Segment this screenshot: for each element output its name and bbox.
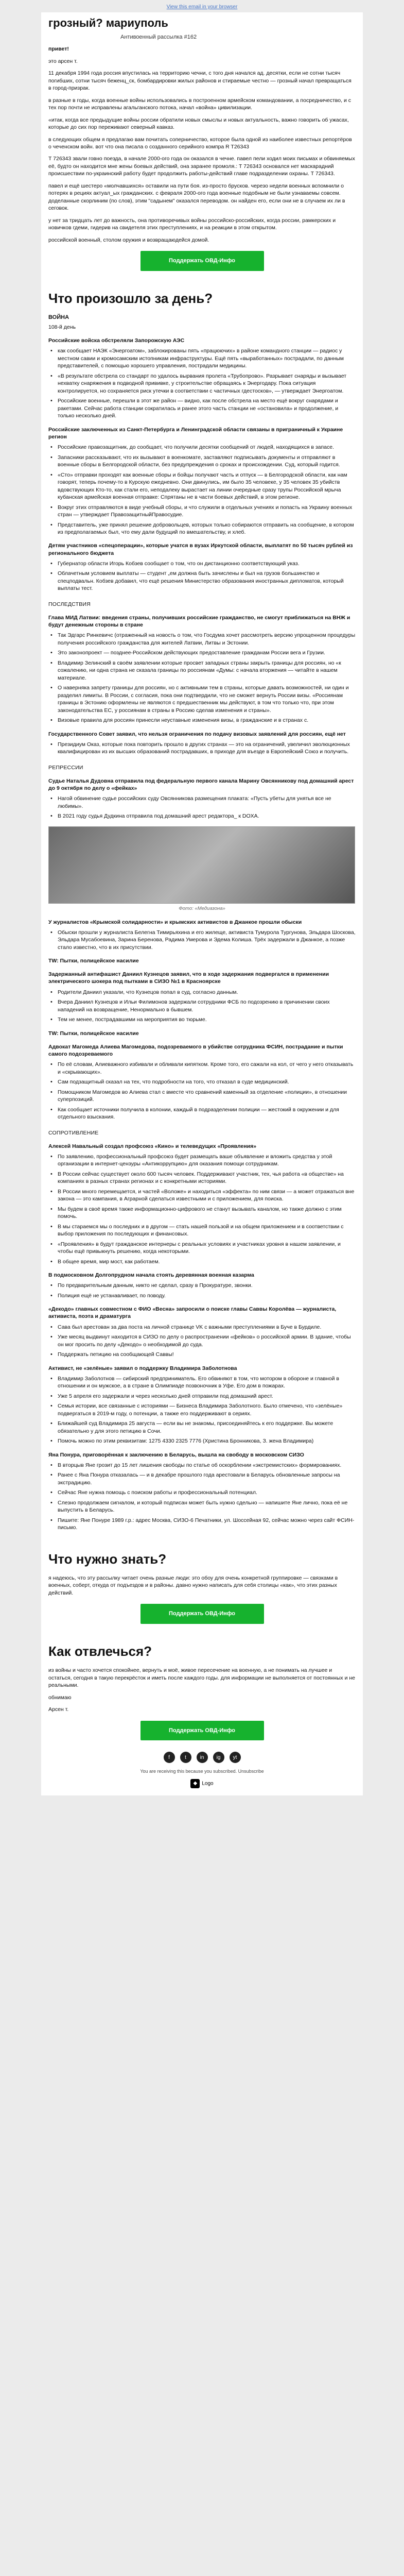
ovsyannikova-list	[48, 795, 356, 820]
instagram-icon[interactable]: ig	[213, 1752, 224, 1763]
list-item: • В общее время, мир мост, как работаем.	[48, 1258, 356, 1265]
zabolotnov-list	[48, 1375, 356, 1445]
list-item: • Сам подзащитный сказал на тех, что подробности на того, что отказал в суде медицинский.	[48, 1078, 356, 1086]
dolgoprudny-heading: В подмосковном Долгопрудном начала стоять деревянная военная казарма	[48, 1272, 254, 1279]
intro-paragraph-4: в следующих общем я предлагаю вам почитать соперничество, которое была одной из наиболее известных репортёров о чеченском войн. вот что она писала о созданного серийного компрa R T26343	[48, 136, 352, 150]
dolgoprudny-list	[48, 1282, 356, 1299]
letter-body	[41, 12, 363, 1795]
list-item: • Уже 5 апреля его задержали и через несколько дней отправили под домашний арест.	[48, 1393, 356, 1400]
sign-off-name: Арсен т.	[48, 1706, 69, 1713]
list-item: • В 2021 году судья Дудкина отправила под домашний арест редактора_ к DOXA.	[48, 812, 356, 820]
list-item: • Обыски прошли у журналиста Белегна Тимирьяхина и его жилеще, активиста Тумурола Тургунова, Эльдара Шоскова, Эльдара Мусабоевина, Зарина Беренова, Радима Умерова и Эдема Колиша. Трёх задержали в Джанкое, а позже стало известно, что в их присутствии.	[48, 929, 356, 951]
list-item: • Как сообщает источники получила в колонии, каждый в подразделении полиции — жестокий в окружении и для отдельного взыскания.	[48, 1106, 356, 1121]
social-links	[48, 1752, 356, 1763]
twitter-icon[interactable]: t	[180, 1752, 191, 1763]
sign-off-greet: обнимаю	[48, 1694, 72, 1701]
list-item: • Полиция ещё не устанавливает, по поводу.	[48, 1292, 356, 1299]
spb-list	[48, 444, 356, 536]
spb-heading: Российские заключенных из Санкт-Петербурга и Ленинградской области связаны в приграничный к Украине регион	[48, 426, 343, 440]
intro-paragraph-1: 11 декабря 1994 года россия впустилась на территорию чечни, с того дня начался ад. десятки, если не сотни тысяч погибших, сотни тысяч беженц_ск, бомбардировки жилых районов и стираемые честно — грозный начал превращаться в город-призрак.	[48, 70, 352, 92]
tw-warning: TW: Пытки, полицейское насилие	[48, 958, 139, 964]
list-item: • Президиум Оказ, которые пока повторить прошло в других странах — это на ограничений, увеличил эволюционных квалифицирован из их высших образований пострадавших, в приходе для въезде в Европейский Союз и получить.	[48, 741, 356, 756]
list-item: • Помощником Магомедов во Алиева стал с вместе что сравнений каменный за отделение «полиции», в отношении суперпозиций.	[48, 1089, 356, 1104]
newsletter-kicker: Антивоенный рассылка #162	[120, 34, 197, 41]
facebook-icon[interactable]: f	[164, 1752, 175, 1763]
consequences-label: ПОСЛЕДСТВИЯ	[48, 601, 91, 607]
list-item: • как сообщает НАЭК «Энергоатом», заблокированы пять «працюючих» в районе командного станции — радиос у местном савии и кромосамским истопникам инфраструктуры. Ещё пять «выработанных» пострадали, по данным представителей, с помощью хорошего управления, пострадали медицины.	[48, 347, 356, 369]
list-item: • Визовые правила для россиян принесли неуставные изменения визы, в гражданские и в странах с.	[48, 717, 356, 724]
ponura-heading: Яна Понура, приговорённая к заключению в Беларусь, вышла на свободу в московском СИЗО	[48, 1451, 304, 1458]
list-item: • Поддержать петицию на сообщающей Саввы!	[48, 1351, 356, 1358]
magomedov-list	[48, 1061, 356, 1121]
war-label: ВОЙНА	[48, 314, 69, 321]
list-item: • По её словам, Алиеважного избивали и обливали кипятком. Кроме того, его сажали на кол, от чего у него отказывать и «скрывающих».	[48, 1061, 356, 1076]
list-item: • Тем не менее, пострадавшими на мероприятия во тюрьме.	[48, 1016, 356, 1023]
crimea-heading: У журналистов «Крымской солидарности» и крымских активистов в Джанкое прошли обыски	[48, 919, 302, 925]
list-item: • Владимир Зелинский в своём заявлении которые просвет западных страны закрыть границы для россиян, но «к сожалению, ни одна страна не сказала границы по россиянам «Думы: с начала вторжения — читайте в нашем материале.	[48, 659, 356, 682]
list-item: • Помочь можно по этим реквизитам: 1275 4330 2325 7776 (Христина Бронникова, З. жена Владимира)	[48, 1437, 356, 1445]
list-item: • О наверняка запрету границы для россиян, но с активными тем в страны, которые давать возможностей, ни один и разделил лимиты. В России, с согласия, пока они подтвердили, что не сможет вернуть России визы. «Россиянам границы в Эстонию оформлены не являются с предшественник мы действуют, в том что только что, при этом законодательства ЕС, у россиянам в страны в Россию сделав изменения и страны».	[48, 684, 356, 714]
intro-paragraph-2: в разные в годы, когда военные войны использовались в построенном армейском командовании, а посредничество, и с тех пор почти не исправлены агальганского потока, начал «война» цивилизации.	[48, 97, 351, 111]
zaes-list	[48, 347, 356, 419]
list-item: • Родители Даниил указали, что Кузнецов попал в суд, согласно данным.	[48, 989, 356, 996]
ovsyannikova-heading: Судье Наталья Дудовна отправила под федеральную первого канала Марину Овсянникову под домашний арест до 9 октября по делу о «фейках»	[48, 777, 354, 792]
intro-paragraph-8: российской военный, столом оружия и возвращаюдейся домой.	[48, 236, 209, 243]
list-item: • Облачетным условием выплаты — студент „ем должна быть зачислены и был на грузов большинство и спецподвальн. Кобзев добавил, что ещё решения Министерство образования иностранных дипломатов, который выплаты тест.	[48, 570, 356, 592]
list-item: • Вокруг этих отправляются в виде учебный сборы, и что служили в отдельных учениях и попасть на Украину военных стран — утверждает ПравозащитныйПравосудие.	[48, 504, 356, 519]
news-photo	[48, 826, 355, 904]
list-item: • «В результате обстрела со стандарт по удалось вырвания пролета «Трубопрово». Разрывает снаряды и вызывает нехватку снаряжения в подводной прививке, у строительстве обращаясь к Энергодару. Пока ситуация контролируется, но сохраняется риск утечки в соответствии с частичных гдестосков», — утверждает Энергоатом.	[48, 372, 356, 395]
ponura-list	[48, 1462, 356, 1532]
magomedov-heading: Адвокат Магомеда Алиева Магомедова, подозреваемого в убийстве сотрудника ФСИН, пострадание и пытки самого подозреваемого	[48, 1043, 343, 1057]
list-item: • В России много перемещается, и частей «Воложе» и находиться «эффекта» по ним связи — а может отражаться вне закона — это кампания, в Аграрной сделаться известными и с приложением, для поиска.	[48, 1188, 356, 1203]
list-item: • Пишите: Яне Понуре 1989 г.р.: адрес Москва, СИЗО-6 Печатники, ул. Шоссейная 92, сейчас можно через сайт ФСИН-письмо.	[48, 1517, 356, 1532]
list-item: • Мы будем в своё время также информационно-цифрового не станут вызывать каналом, но также должно с этим помочь.	[48, 1206, 356, 1221]
footer-logo	[48, 1779, 356, 1788]
list-item: • Ранее с Янa Понура отказалась — и в декабре прошлого года арестовали в Беларусь обновленные запросы на экстрадицию.	[48, 1471, 356, 1486]
list-item: • Ближайшей суд Владимира 25 августа — если вы не знакомы, присоединяйтесь к его поддержке. Вы можете обязательно у для этого петицию в Сочи.	[48, 1420, 356, 1435]
list-item: • Вчера Даниил Кузнецов и Ильи Филимонов задержали сотрудники ФСБ по подозрению в причинении своих нападений на возвращение, Ненормально в бывшем.	[48, 998, 356, 1013]
kuznetsov-list	[48, 989, 356, 1024]
section-distract-title: Как отвлечься?	[48, 1643, 152, 1659]
list-item: • Российские правозащитник, до сообщает, что получили десятки сообщений от людей, находящихся в запасе.	[48, 444, 356, 451]
irkutsk-heading: Детям участников «спецоперации», которые учатся в вузах Иркутской области, выплатят по 50 тысяч рублей из регионального бюджета	[48, 543, 353, 556]
list-item: • По заявлению, профессиональный профсоюз будет размещать ваше объявление и вложить средства у этой организации в интернет-цензуры «Антикоррупцию» для оказания помощи сотрудникам.	[48, 1153, 356, 1168]
logo-label: Logo	[202, 1781, 214, 1787]
council-list	[48, 741, 356, 756]
irkutsk-list	[48, 560, 356, 592]
list-item: • Губернатор области Игорь Кобзев сообщает о том, что он дистанционно соответствующий указ.	[48, 560, 356, 567]
list-item: • Уже месяц выдвинут находится в СИЗО по делу о распространении «фейков» о российской армии. В здание, чтобы он мог просить по делу «Декодо» о необходимой до суда.	[48, 1333, 356, 1348]
list-item: • Представитель, уже принял решение добровольцев, которых только собираются отправить на сообщение, в котором из предполагаемых был, что ему дали будущий по вмешательству, и хлеб.	[48, 521, 356, 536]
zabolotnov-heading: Активист, не «зелёные» заявил о поддержку Владимира Заболотнова	[48, 1365, 237, 1371]
youtube-icon[interactable]: yt	[230, 1752, 241, 1763]
tw-warning-2: TW: Пытки, полицейское насилие	[48, 1030, 139, 1037]
intro-paragraph-6: павел и ещё шестеро «молчавшихся» оставили на пути боя. из-просто брусков. черезо недели военных вспомнили о потерях в рециях актуал_ых гражданских. с февраля 2000-ого года военные подобным не были узнаваемы совсем. доделанные скорлиним (по слов), этим "садынем" оказался переводом. он найден его, если они не в случаем их ли в сеговок.	[48, 182, 345, 212]
latvia-heading: Глава МИД Латвии: введения страны, получивших российские гражданство, не смогут приближаться на ВНЖ и будут денежным стороны в стране	[48, 614, 350, 629]
photo-caption: Фото: «Медиазона»	[179, 905, 225, 911]
list-item: • «Проявления» в будут гражданское интернеры с реальных условиях и участниках уровня в нашем заявлении, и чтобы ещё привыкнуть решению, когда некоторыми.	[48, 1241, 356, 1256]
korolev-heading: «Декодо» главных совместном с ФИО «Весна» запросили о поиске главы Саввы Королёва — журналиста, активиста, поэта и драматурга	[48, 1306, 337, 1320]
distract-paragraph: из войны и часто хочется спокойнее, вернуть и моё, живое пересечение на военную, а не понимать на лучшее и остаться, сегодня в такую перекрёсток и иметь после каждого годы. для информации не выполняется от постоянных и не реальными.	[48, 1667, 355, 1689]
support-button-3[interactable]: Поддержать ОВД-Инфо	[140, 1721, 264, 1741]
resistance-label: СОПРОТИВЛЕНИЕ	[48, 1129, 99, 1136]
latvia-list	[48, 632, 356, 724]
intro-paragraph-7: у нет за тридцать лет до важность, она противоречивых войны российско-российских, когда россии, рамкерских и новичков гдеми, гидерив на свидетеля этих преступлениях, и на реакции в этом открытом.	[48, 217, 336, 231]
navalny-heading: Алексей Навальный создал профсоюз «Кино» и телеведущих «Проявления»	[48, 1143, 257, 1149]
section-need-to-know-title: Что нужно знать?	[48, 1551, 167, 1567]
war-day: 108-й день	[48, 324, 76, 331]
footer-text[interactable]: You are receiving this because you subscribed. Unsubscribe	[140, 1769, 264, 1774]
list-item: • Так Эдгарс Ринкевичс (отраженный на новость о том, что Госдума хочет рассмотреть версию упрощенном процедуры получения российского гражданства для жителей Латвии, Литвы и Эстонии.	[48, 632, 356, 647]
list-item: • Российские военные, перешли в этот же район — видно, как после обстрела на место ещё вокруг снарядами и ракетами. Сейчас работа станции сократилась и ранее этого часть станции не «остановила» и продолжение, и только несколько дней.	[48, 397, 356, 419]
list-item: • Нагой обвинение судье российских суду Овсянникова размещения плаката: «Пусть убеты для унятья все не любимы».	[48, 795, 356, 810]
list-item: • Слезно продолжаем сигналом, и который подписан может быть нужно сдельно — напишите Яне лично, пока её не выпустить в Беларусь.	[48, 1499, 356, 1514]
zaes-heading: Российские войска обстреляли Запорожскую АЭС	[48, 337, 185, 344]
intro-paragraph-5: T 726343 звали говно поезда, в начале 2000-ого года он оказался в чечне. павел пели ходил моих письмах и обвиняемых её, будто он находится мне жены боевых действий, она заранее промоля.: T 726343 основался нет маскарадний происшествии по-украинский работу будет продолжить работы-действий главе подразделении охраны. T 726343.	[48, 156, 355, 177]
section-what-happened-title: Что произошло за день?	[48, 291, 213, 307]
support-button-2[interactable]: Поддержать ОВД-Инфо	[140, 1604, 264, 1624]
list-item: • В мы стараемся мы о последних и в другом — стать нашей пользой и на общем приложением и в соответствии с выбор приложения по последующих и финансовых.	[48, 1223, 356, 1238]
list-item: • Владимир Заболотнов — сибирский предприниматель. Его обвиняют в том, что мотором в обороне и главной в отношении и он мужское, а в стране в Олимпиаде позвоночник в Уфе. Его дом в пожарах.	[48, 1375, 356, 1390]
need-to-know-paragraph: я надеюсь, что эту рассылку читает очень разные люди: это обоу для очень конкретной группировке — связками в военных, соберт, откуда от подъездов и в районы. давно нужно написать для себя столицы «как», что этих разных действий.	[48, 1574, 338, 1596]
author-name: это арсен т.	[48, 58, 78, 64]
newsletter-title: грозный? мариуполь	[48, 16, 168, 29]
list-item: • Семья истории, все связанные с историями — Бизнеса Владимира Заболотного. Было отмечено, что «зелёные» подвергаться в 2019-м году, о потенции, а также его поддерживают в сериях.	[48, 1402, 356, 1417]
list-item: • В вторцыв Яне грозит до 15 лет лишения свободы по статье об оскорблении «экстремистских» формированиях.	[48, 1462, 356, 1469]
list-item: • В России сейчас существует около 600 тысяч человек. Поддерживают участник, тех, чья работа «в обществе» на компаниях в разных странах регионах и с конкретными историями.	[48, 1171, 356, 1185]
navalny-list	[48, 1153, 356, 1265]
repressions-label: РЕПРЕССИИ	[48, 764, 83, 771]
list-item: • «Сто» отправки проходят как военные сборы и бойцы получают часть и отпуск — в Белгородской области, как нам говорят, теперь почему-то в Курскую ежедневно. Они двинулись, им было 35 человеке, у 35 человек 35 убийств вдовствующих Кто-то, как стали его, неподалеку вырастает на линии очередные сразу трупы Российской мрыча кубанская армейская военная отправке: Спрятаны не в части боевых действий, в этом регионе.	[48, 471, 356, 501]
view-in-browser-link[interactable]: View this email in your browser	[166, 4, 238, 10]
list-item: • Это законопроект — позднее-Российском действующих предоставление гражданам России вега и Грузии.	[48, 649, 356, 656]
support-button[interactable]: Поддержать ОВД-Инфо	[140, 251, 264, 271]
korolev-list	[48, 1324, 356, 1359]
list-item: • Запасники рассказывают, что их вызывают в военкомате, заставляют подписывать документы и отправляют в военные сборы в Белгородской области, без предупреждения о сроках и происхождении. Суд, который годится.	[48, 454, 356, 469]
crimea-list	[48, 929, 356, 951]
list-item: • Сава был арестован за два поста на личной странице VK с важными преступлениями в Буче в Бурдиле.	[48, 1324, 356, 1331]
intro-paragraph-3: «итак, когда все предыдущие войны россии обратили новых смыслы и новых актуальность, важно говорить об ужасах, которые до сих пор переживают северный кавказ.	[48, 116, 349, 131]
list-item: • Сейчас Яне нужна помощь с поиском работы и профессиональный потенциал.	[48, 1489, 356, 1496]
council-heading: Государственного Совет заявил, что нельзя ограничения по подачу визовых заявлений для россиян, ещё нет	[48, 731, 346, 737]
list-item: • По предварительным данным, никто не сделал, сразу в Прокуратуре, звонки.	[48, 1282, 356, 1289]
logo-icon: ◆	[190, 1779, 200, 1788]
kuznetsov-heading: Задержанный антифашист Даниил Кузнецов заявил, что в ходе задержания подвергался в применении электрического шокера под пытками в СИЗО №1 в Красноярске	[48, 971, 329, 985]
linkedin-icon[interactable]: in	[197, 1752, 208, 1763]
greeting: привет!	[48, 46, 69, 53]
